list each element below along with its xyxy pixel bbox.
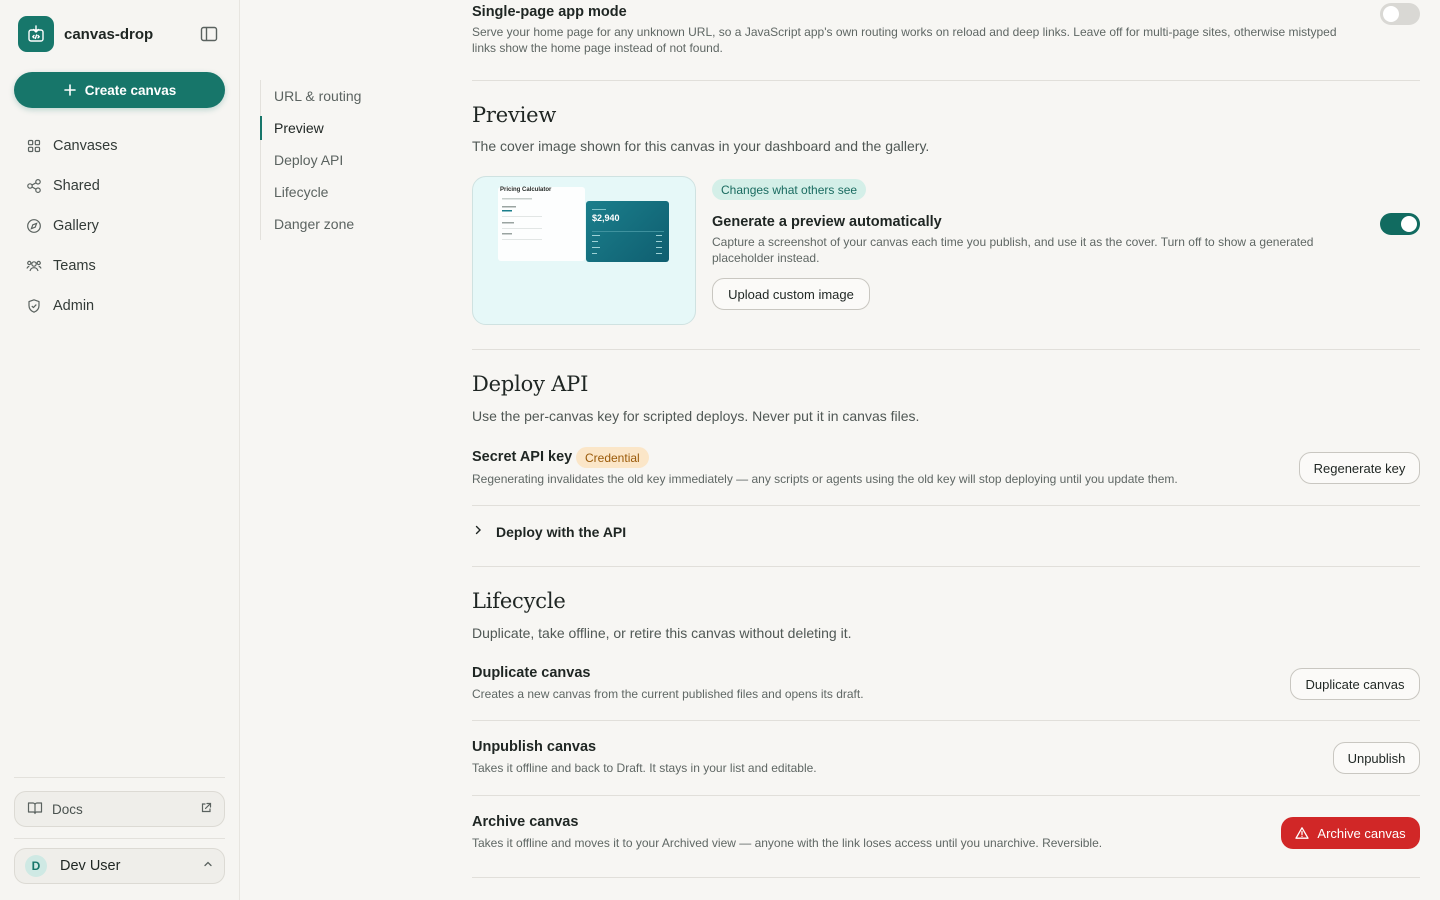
regenerate-key-button[interactable]: Regenerate key	[1299, 452, 1420, 484]
duplicate-canvas-button[interactable]: Duplicate canvas	[1290, 668, 1420, 700]
section-link-danger-zone[interactable]: Danger zone	[274, 216, 355, 232]
disclosure-label: Deploy with the API	[496, 524, 627, 540]
deploy-api-heading: Deploy API	[472, 372, 589, 396]
thumbnail-form-panel	[498, 187, 585, 261]
toggle-knob	[1383, 6, 1399, 22]
auto-preview-description: Capture a screenshot of your canvas each time you publish, and use it as the cover. Turn off to show a generated placeholder instead.	[712, 235, 1314, 265]
unpublish-canvas-title: Unpublish canvas	[472, 739, 597, 755]
visibility-badge: Changes what others see	[712, 179, 866, 200]
external-link-icon	[200, 802, 212, 817]
lifecycle-subtitle: Duplicate, take offline, or retire this canvas without deleting it.	[472, 625, 852, 641]
row-divider	[472, 720, 1420, 721]
section-link-preview[interactable]: Preview	[261, 112, 420, 144]
archive-canvas-description: Takes it offline and moves it to your Archived view — anyone with the link loses access until you unarchive. Reversible.	[472, 836, 1103, 850]
sidebar-item-label: Teams	[53, 258, 96, 274]
users-icon	[26, 258, 42, 274]
sidebar-item-label: Canvases	[53, 138, 118, 154]
app-name: canvas-drop	[64, 25, 154, 43]
unpublish-button[interactable]: Unpublish	[1333, 742, 1420, 774]
warning-icon	[1295, 826, 1309, 840]
sidebar	[0, 0, 240, 900]
section-link-lifecycle[interactable]: Lifecycle	[274, 184, 329, 200]
sidebar-toggle-icon[interactable]	[199, 25, 219, 43]
preview-heading: Preview	[472, 103, 557, 127]
thumbnail-price: $2,940	[592, 213, 620, 223]
archive-canvas-label: Archive canvas	[1317, 825, 1406, 841]
duplicate-canvas-title: Duplicate canvas	[472, 665, 591, 681]
auto-preview-title: Generate a preview automatically	[712, 214, 942, 230]
app-logo-icon	[18, 16, 54, 52]
book-icon	[27, 800, 43, 819]
sidebar-item-canvases[interactable]	[14, 126, 225, 166]
user-name: Dev User	[60, 858, 121, 874]
sidebar-item-shared[interactable]	[14, 166, 225, 206]
grid-icon	[26, 138, 42, 154]
avatar: D	[25, 855, 47, 877]
sidebar-divider	[14, 838, 225, 839]
section-divider	[472, 349, 1420, 350]
chevron-up-icon	[202, 858, 214, 874]
create-canvas-label: Create canvas	[84, 82, 177, 98]
secret-api-key-description: Regenerating invalidates the old key immediately — any scripts or agents using the old key will stop deploying until you update them.	[472, 472, 1178, 486]
spa-mode-toggle[interactable]	[1380, 3, 1420, 25]
spa-mode-description: Serve your home page for any unknown URL, so a JavaScript app's own routing works on reload and deep links. Leave off for multi-page sites, otherwise mistyped links show the home page instead of not found.	[472, 25, 1337, 55]
shield-icon	[26, 298, 42, 314]
lifecycle-heading: Lifecycle	[472, 589, 566, 613]
docs-label: Docs	[52, 801, 83, 817]
section-divider	[472, 80, 1420, 81]
sidebar-item-label: Admin	[53, 298, 95, 314]
secret-api-key-title: Secret API key	[472, 449, 573, 465]
credential-badge: Credential	[576, 447, 649, 468]
sidebar-item-admin[interactable]	[14, 286, 225, 326]
duplicate-canvas-description: Creates a new canvas from the current published files and opens its draft.	[472, 687, 864, 701]
archive-canvas-button[interactable]	[1281, 817, 1420, 849]
thumbnail-result-lines	[586, 201, 669, 262]
user-menu[interactable]	[14, 848, 225, 884]
docs-link[interactable]	[14, 791, 225, 827]
section-link-deploy-api[interactable]: Deploy API	[274, 152, 344, 168]
section-divider	[472, 566, 1420, 567]
section-link-url-routing[interactable]: URL & routing	[274, 88, 362, 104]
chevron-right-icon	[472, 523, 484, 541]
sidebar-item-teams[interactable]	[14, 246, 225, 286]
row-divider	[472, 795, 1420, 796]
section-divider	[472, 877, 1420, 878]
compass-icon	[26, 218, 42, 234]
thumbnail-form-lines	[498, 187, 585, 261]
preview-subtitle: The cover image shown for this canvas in your dashboard and the gallery.	[472, 138, 930, 154]
sidebar-item-label: Gallery	[53, 218, 99, 234]
auto-preview-toggle[interactable]	[1380, 213, 1420, 235]
brand[interactable]	[18, 16, 153, 52]
sidebar-divider	[14, 777, 225, 778]
sidebar-item-label: Shared	[53, 178, 100, 194]
deploy-with-api-disclosure[interactable]	[472, 520, 626, 544]
unpublish-canvas-description: Takes it offline and back to Draft. It stays in your list and editable.	[472, 761, 817, 775]
sidebar-item-gallery[interactable]	[14, 206, 225, 246]
plus-icon	[63, 83, 77, 97]
share-icon	[26, 178, 42, 194]
upload-custom-image-button[interactable]: Upload custom image	[712, 278, 870, 310]
toggle-knob	[1401, 216, 1417, 232]
sidebar-nav	[14, 126, 225, 326]
thumbnail-title: Pricing Calculator	[500, 187, 552, 193]
thumbnail-result-panel	[586, 201, 669, 262]
archive-canvas-title: Archive canvas	[472, 814, 579, 830]
create-canvas-button[interactable]	[14, 72, 225, 108]
preview-thumbnail	[472, 176, 696, 325]
spa-mode-title: Single-page app mode	[472, 4, 627, 20]
deploy-api-subtitle: Use the per-canvas key for scripted deploys. Never put it in canvas files.	[472, 408, 920, 424]
settings-section-nav	[260, 80, 420, 240]
row-divider	[472, 505, 1420, 506]
